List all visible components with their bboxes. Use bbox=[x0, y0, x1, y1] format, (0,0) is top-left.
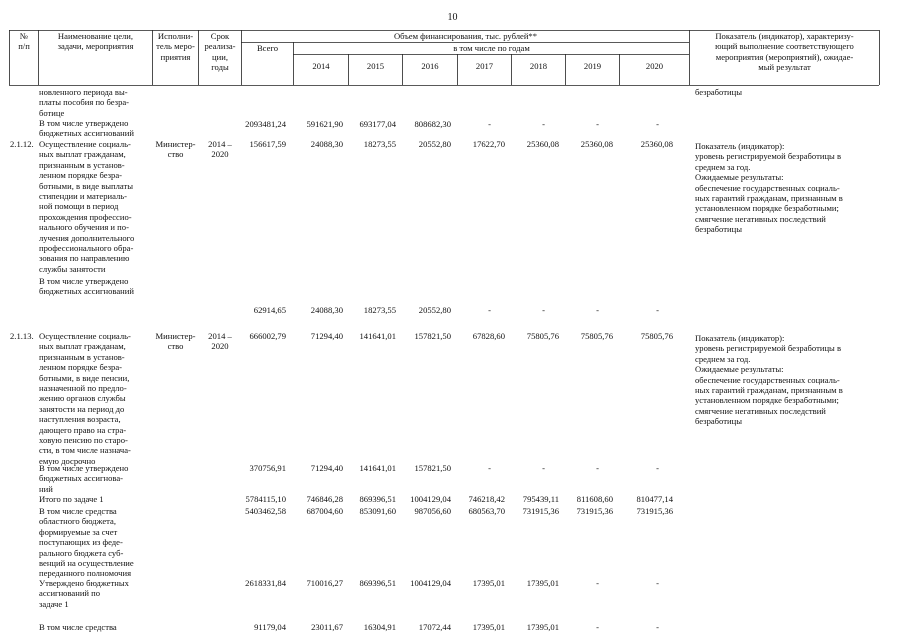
row-value: 370756,91 bbox=[249, 463, 286, 473]
row-indicator-line: обеспечение государственных социаль- bbox=[695, 374, 840, 385]
row-value: 75805,76 bbox=[526, 331, 559, 341]
row-name-line: новленного периода вы- bbox=[39, 87, 128, 97]
row-value-dash: - bbox=[656, 463, 659, 473]
row-name-line: рального бюджета суб- bbox=[39, 547, 124, 558]
row-name-line: Осуществление социаль- bbox=[39, 331, 131, 341]
header-name: Наименование цели, bbox=[57, 31, 134, 41]
row-value: 811608,60 bbox=[576, 494, 613, 504]
row-name-line: ботице bbox=[39, 107, 65, 118]
row-value: 746846,28 bbox=[306, 494, 343, 504]
row-name-line: В том числе утверждено bbox=[39, 463, 129, 473]
row-value-dash: - bbox=[656, 119, 659, 129]
row-indicator-line: Ожидаемые результаты: bbox=[695, 364, 784, 375]
row-indicator-line: смягчение негативных последствий bbox=[695, 213, 826, 224]
row-value: 808682,30 bbox=[414, 119, 451, 129]
row-name-line: поступающих из феде- bbox=[39, 537, 123, 548]
header-year: 2015 bbox=[366, 61, 385, 71]
row-name-line: Осуществление социаль- bbox=[39, 139, 131, 149]
row-name-line: стипендии и материаль- bbox=[39, 191, 128, 201]
row-name-line: занятости на период до bbox=[39, 403, 125, 414]
row-name-line: назначенной по предло- bbox=[39, 383, 127, 393]
header-indicator: мый результат bbox=[758, 62, 811, 73]
row-name-line: службы занятости bbox=[39, 263, 106, 274]
row-name-line: емую досрочно bbox=[39, 455, 96, 466]
header-year: 2019 bbox=[583, 61, 602, 71]
row-value: 2618331,84 bbox=[245, 578, 286, 588]
row-value: 71294,40 bbox=[310, 463, 343, 473]
row-value-dash: - bbox=[488, 305, 491, 315]
row-value: 75805,76 bbox=[640, 331, 673, 341]
header-indicator: ющий выполнение соответствующего bbox=[715, 41, 854, 52]
row-name-line: бюджетных ассигнований bbox=[39, 286, 134, 297]
row-name-line: дающего право на стра- bbox=[39, 424, 127, 435]
row-indicator-line: ных гарантий гражданам, признанным в bbox=[695, 193, 843, 203]
row-indicator-line: безработицы bbox=[695, 416, 742, 427]
row-value: 91179,04 bbox=[254, 622, 286, 632]
row-indicator-line: обеспечение государственных социаль- bbox=[695, 182, 840, 193]
row-name-line: прохождения профессио- bbox=[39, 211, 132, 222]
row-indicator-line: Ожидаемые результаты: bbox=[695, 172, 784, 183]
row-name-line: профессионального обра- bbox=[39, 243, 134, 253]
row-indicator-line: безработицы bbox=[695, 87, 742, 97]
row-value-dash: - bbox=[596, 305, 599, 315]
header-year: 2018 bbox=[529, 61, 548, 71]
row-indicator-line: Показатель (индикатор): bbox=[695, 333, 785, 343]
row-name-line: В том числе утверждено bbox=[39, 276, 129, 286]
row-indicator-line: среднем за год. bbox=[695, 353, 751, 364]
row-value: 710016,27 bbox=[306, 578, 343, 588]
header-total: Всего bbox=[256, 43, 279, 53]
row-value: 20552,80 bbox=[418, 139, 451, 149]
row-value: 869396,51 bbox=[359, 494, 396, 504]
row-value: 17072,44 bbox=[418, 622, 451, 632]
row-value: 687004,60 bbox=[306, 506, 343, 516]
row-value-dash: - bbox=[656, 622, 659, 632]
row-term: 2014 – bbox=[208, 139, 232, 149]
row-value: 810477,14 bbox=[636, 494, 673, 504]
row-value: 62914,65 bbox=[253, 305, 286, 315]
row-value: 71294,40 bbox=[310, 331, 343, 341]
header-executor: приятия bbox=[160, 51, 191, 62]
header-name: задачи, мероприятия bbox=[57, 41, 134, 52]
row-value-dash: - bbox=[656, 578, 659, 588]
row-value: 1004129,04 bbox=[410, 494, 451, 504]
row-value: 693177,04 bbox=[359, 119, 396, 129]
row-value: 17622,70 bbox=[472, 139, 505, 149]
row-executor: ство bbox=[167, 149, 184, 160]
header-indicator: мероприятия (мероприятий), ожидае- bbox=[715, 51, 854, 62]
page-number: 10 bbox=[447, 12, 458, 23]
row-value: 746218,42 bbox=[468, 494, 505, 504]
row-value: 17395,01 bbox=[526, 578, 559, 588]
row-executor: Министер- bbox=[155, 331, 196, 341]
row-name-line: ний bbox=[39, 483, 53, 494]
row-value: 869396,51 bbox=[359, 578, 396, 588]
row-name-line: В том числе средства bbox=[39, 506, 117, 516]
row-value: 24088,30 bbox=[310, 305, 343, 315]
row-value-dash: - bbox=[542, 463, 545, 473]
header-volume: Объем финансирования, тыс. рублей** bbox=[393, 31, 538, 41]
row-name-line: В том числе утверждено bbox=[39, 118, 129, 128]
row-value: 23011,67 bbox=[311, 622, 343, 632]
row-value: 16304,91 bbox=[363, 622, 396, 632]
row-value: 5784115,10 bbox=[245, 494, 286, 504]
row-value: 680563,70 bbox=[468, 506, 505, 516]
row-number: 2.1.12. bbox=[10, 139, 34, 149]
row-indicator-line: установленном порядке безработными; bbox=[695, 395, 839, 406]
row-indicator-line: безработицы bbox=[695, 224, 742, 235]
row-value-dash: - bbox=[596, 119, 599, 129]
row-indicator-line: среднем за год. bbox=[695, 161, 751, 172]
budget-table bbox=[9, 30, 880, 640]
header-indicator: Показатель (индикатор), характеризу- bbox=[715, 31, 854, 41]
row-indicator-line: смягчение негативных последствий bbox=[695, 405, 826, 416]
row-value-dash: - bbox=[542, 305, 545, 315]
header-year: 2017 bbox=[475, 61, 494, 71]
row-value: 141641,01 bbox=[359, 463, 396, 473]
row-value: 17395,01 bbox=[472, 622, 505, 632]
row-value: 1004129,04 bbox=[410, 578, 451, 588]
row-indicator-line: ных гарантий гражданам, признанным в bbox=[695, 385, 843, 395]
row-value-dash: - bbox=[488, 463, 491, 473]
row-name-line: бюджетных ассигнова- bbox=[39, 473, 124, 484]
row-value: 591621,90 bbox=[306, 119, 343, 129]
header-term: ции, bbox=[212, 51, 228, 62]
row-value: 24088,30 bbox=[310, 139, 343, 149]
row-name-line: ботными, в виде выплаты bbox=[39, 180, 134, 191]
row-value: 666002,79 bbox=[249, 331, 286, 341]
row-value: 731915,36 bbox=[636, 506, 673, 516]
row-name-line: ных выплат гражданам, bbox=[39, 341, 126, 352]
row-value: 2093481,24 bbox=[245, 119, 286, 129]
row-value: 17395,01 bbox=[472, 578, 505, 588]
row-term: 2020 bbox=[211, 341, 229, 352]
row-name-line: Утверждено бюджетных bbox=[39, 578, 129, 588]
row-name-line: В том числе средства bbox=[39, 622, 117, 632]
row-value: 731915,36 bbox=[522, 506, 559, 516]
row-name-line: признанным в установ- bbox=[39, 351, 125, 362]
row-value: 141641,01 bbox=[359, 331, 396, 341]
row-name-line: ботными, в виде пенсии, bbox=[39, 372, 130, 383]
row-value-dash: - bbox=[596, 578, 599, 588]
row-name-line: областного бюджета, bbox=[39, 516, 116, 527]
row-value: 75805,76 bbox=[580, 331, 613, 341]
row-name-line: ховую пенсию по старо- bbox=[39, 435, 128, 445]
row-value: 157821,50 bbox=[414, 331, 451, 341]
row-name-line: нального обучения и по- bbox=[39, 222, 129, 233]
row-value: 18273,55 bbox=[363, 139, 396, 149]
row-name-line: Итого по задаче 1 bbox=[39, 494, 104, 504]
row-name-line: лучения дополнительного bbox=[39, 232, 135, 243]
row-executor: ство bbox=[167, 341, 184, 352]
row-indicator-line: установленном порядке безработными; bbox=[695, 203, 839, 214]
header-year: 2016 bbox=[421, 61, 439, 71]
header-by-years: в том числе по годам bbox=[453, 43, 530, 53]
row-value-dash: - bbox=[656, 305, 659, 315]
row-value: 18273,55 bbox=[363, 305, 396, 315]
row-indicator-line: уровень регистрируемой безработицы в bbox=[695, 343, 842, 354]
header-term: годы bbox=[211, 62, 229, 73]
row-value: 853091,60 bbox=[359, 506, 396, 516]
header-term: Срок bbox=[210, 31, 230, 41]
row-value: 731915,36 bbox=[576, 506, 613, 516]
row-name-line: ленном порядке безра- bbox=[39, 170, 123, 181]
row-value: 156617,59 bbox=[249, 139, 286, 149]
row-indicator-line: уровень регистрируемой безработицы в bbox=[695, 151, 842, 162]
row-name-line: ной помощи в период bbox=[39, 201, 119, 212]
row-indicator-line: Показатель (индикатор): bbox=[695, 141, 785, 151]
row-name-line: ных выплат гражданам, bbox=[39, 149, 126, 160]
row-name-line: бюджетных ассигнований bbox=[39, 128, 134, 139]
row-value: 25360,08 bbox=[580, 139, 613, 149]
row-name-line: задаче 1 bbox=[39, 598, 69, 609]
header-num: п/п bbox=[18, 41, 30, 52]
header-num: № bbox=[19, 31, 29, 41]
row-value-dash: - bbox=[542, 119, 545, 129]
row-name-line: переданного полномочия bbox=[39, 568, 132, 579]
header-executor: Исполни- bbox=[157, 31, 194, 41]
header-executor: тель меро- bbox=[156, 41, 195, 52]
row-name-line: формируемые за счет bbox=[39, 526, 118, 537]
row-value: 67828,60 bbox=[472, 331, 505, 341]
row-term: 2014 – bbox=[208, 331, 232, 341]
row-name-line: ленном порядке безра- bbox=[39, 362, 123, 373]
row-value-dash: - bbox=[488, 119, 491, 129]
row-name-line: платы пособия по безра- bbox=[39, 97, 130, 108]
row-value: 157821,50 bbox=[414, 463, 451, 473]
header-term: реализа- bbox=[204, 41, 236, 52]
row-name-line: сти, в том числе назнача- bbox=[39, 445, 131, 456]
header-year: 2014 bbox=[312, 61, 330, 71]
row-name-line: зования по направлению bbox=[39, 253, 130, 264]
row-value: 25360,08 bbox=[640, 139, 673, 149]
row-value: 17395,01 bbox=[526, 622, 559, 632]
row-name-line: признанным в установ- bbox=[39, 159, 125, 170]
row-executor: Министер- bbox=[155, 139, 196, 149]
row-value: 25360,08 bbox=[526, 139, 559, 149]
row-name-line: венций на осуществление bbox=[39, 558, 134, 568]
row-term: 2020 bbox=[211, 149, 229, 160]
row-value: 5403462,58 bbox=[245, 506, 286, 516]
row-value-dash: - bbox=[596, 463, 599, 473]
row-value: 20552,80 bbox=[418, 305, 451, 315]
row-value: 795439,11 bbox=[522, 494, 559, 504]
row-value-dash: - bbox=[596, 622, 599, 632]
row-number: 2.1.13. bbox=[10, 331, 34, 341]
row-name-line: наступления возраста, bbox=[39, 414, 121, 425]
row-value: 987056,60 bbox=[414, 506, 451, 516]
row-name-line: жению органов службы bbox=[39, 393, 126, 404]
row-name-line: ассигнований по bbox=[39, 588, 101, 599]
header-year: 2020 bbox=[645, 61, 664, 71]
